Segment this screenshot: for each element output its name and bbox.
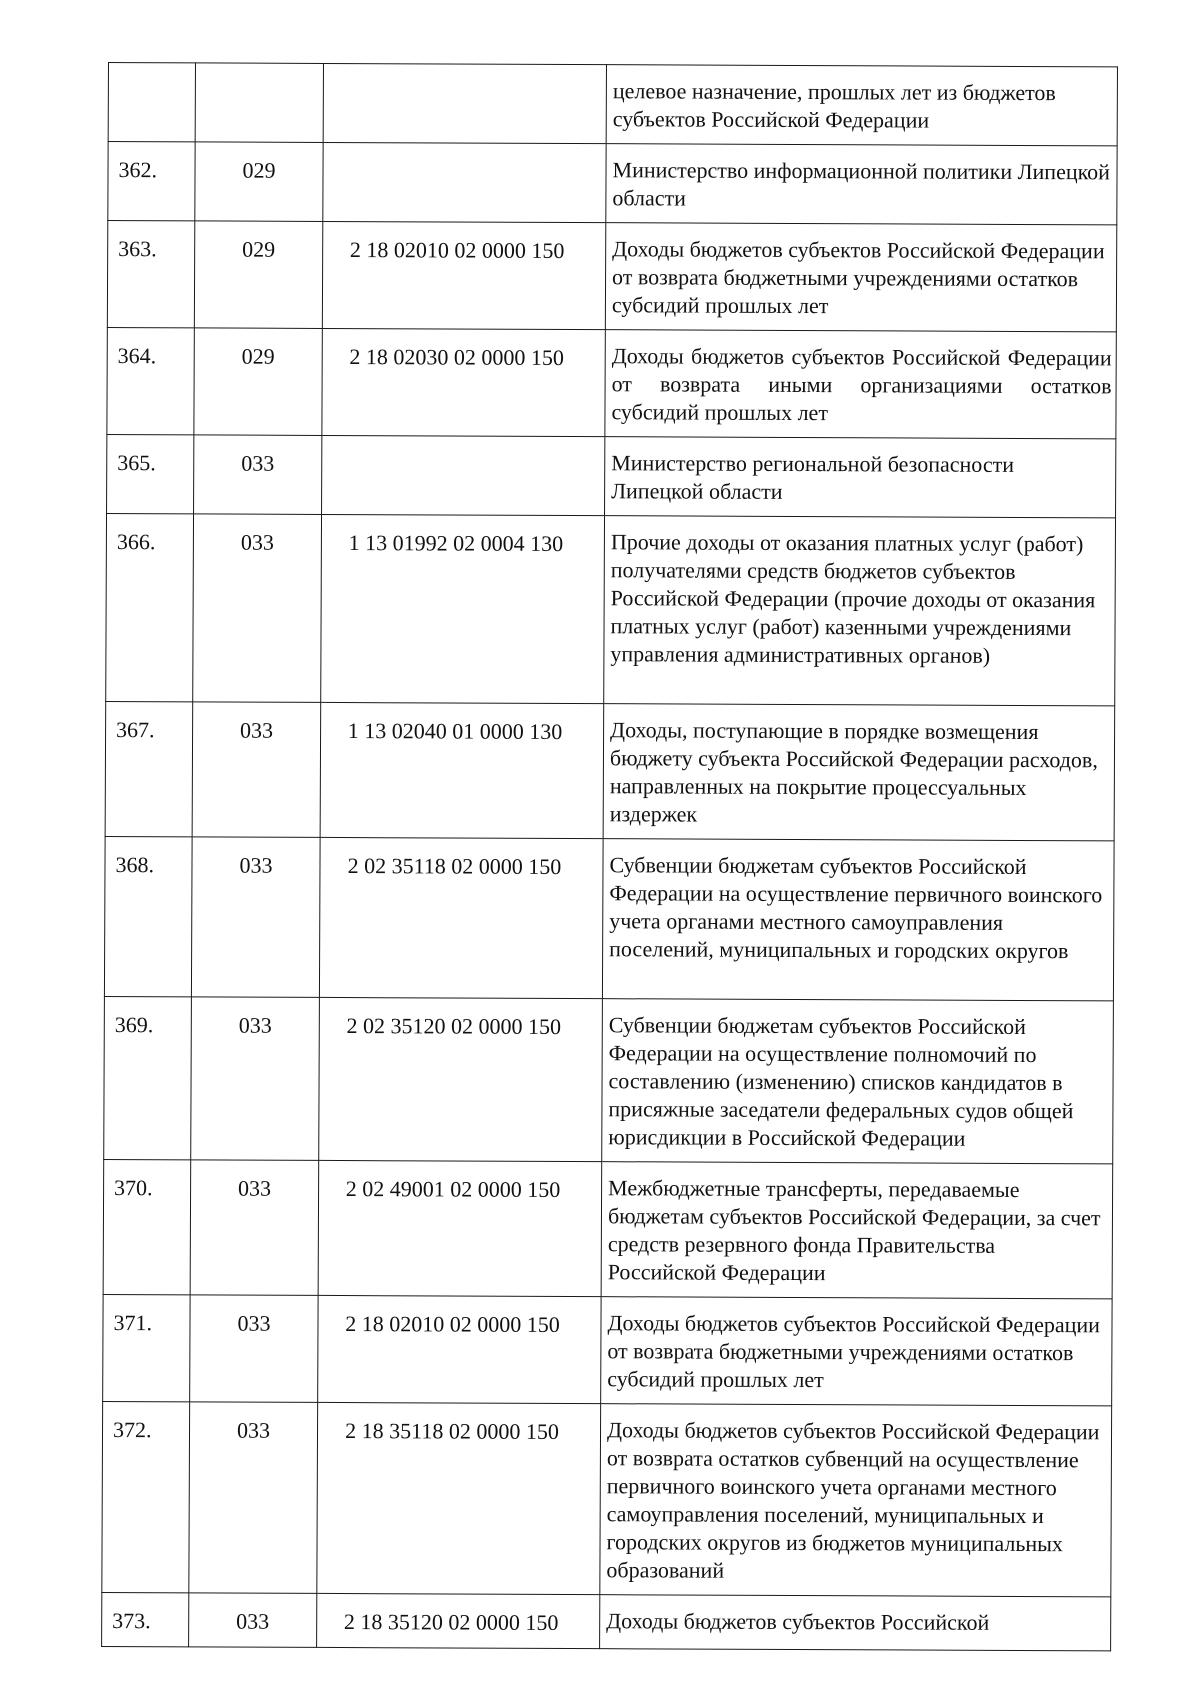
revenue-name: Доходы, поступающие в порядке возмещения бюджету субъекта Российской Федерации расходов, направленных на покрытие процессуальных издержек (609, 717, 1098, 827)
admin-code: 033 (241, 450, 275, 476)
row-number: 364. (117, 343, 157, 369)
table-row (102, 1401, 1112, 1596)
budget-classification-code-cell (318, 1160, 602, 1296)
table-body (102, 63, 1118, 1651)
row-number-cell (107, 434, 194, 513)
admin-code-cell (190, 1160, 319, 1296)
admin-code: 033 (236, 1417, 271, 1443)
admin-code: 033 (240, 529, 274, 555)
admin-code-cell (194, 328, 322, 436)
revenue-name-cell (606, 65, 1117, 146)
revenue-name-cell (605, 223, 1116, 332)
table-row (104, 996, 1114, 1163)
revenue-name-cell (604, 516, 1116, 706)
revenue-name: Прочие доходы от оказания платных услуг (работ) получателями средств бюджетов субъектов Российской Федерации (прочие доходы от оказания платных услуг (работ) казенными учреждениями управления административных органов) (610, 529, 1096, 668)
table-row (107, 327, 1116, 438)
row-number: 366. (116, 529, 156, 555)
revenue-name-cell (606, 144, 1117, 225)
budget-classification-code: 2 18 02010 02 0000 150 (345, 1311, 560, 1337)
budget-revenue-table (101, 62, 1118, 1651)
budget-classification-code: 2 18 02030 02 0000 150 (349, 344, 565, 370)
row-number: 363. (118, 236, 157, 262)
row-number-cell (107, 327, 194, 434)
table-row (102, 1592, 1111, 1650)
budget-classification-code-cell (320, 702, 604, 838)
budget-classification-code: 2 02 35120 02 0000 150 (346, 1013, 562, 1039)
admin-code (196, 63, 323, 78)
budget-classification-code: 2 18 35120 02 0000 150 (343, 1609, 559, 1635)
row-number-cell (104, 996, 192, 1159)
revenue-name: целевое назначение, прошлых лет из бюджетов субъектов Российской Федерации (612, 78, 1056, 133)
budget-classification-code-cell (317, 1402, 601, 1594)
row-number: 372. (112, 1417, 152, 1443)
revenue-name-cell (602, 839, 1114, 1001)
budget-classification-code-cell (323, 142, 606, 222)
revenue-name: Доходы бюджетов субъектов Российской Федерации от возврата бюджетными учреждениями остатков субсидий прошлых лет (607, 1310, 1101, 1393)
row-number-cell (103, 1159, 191, 1294)
revenue-name: Доходы бюджетов субъектов Российской Федерации от возврата иными организациями остатков субсидий прошлых лет (611, 343, 1112, 426)
admin-code: 029 (242, 236, 276, 262)
revenue-name-cell (600, 1595, 1111, 1651)
budget-classification-code-cell (317, 1593, 600, 1648)
row-number-cell (108, 142, 195, 221)
row-number-cell (105, 701, 193, 836)
row-number-cell (106, 513, 194, 701)
revenue-name: Министерство информационной политики Липецкой области (612, 157, 1111, 211)
revenue-name: Министерство региональной безопасности Липецкой области (611, 450, 1015, 504)
table-row (104, 836, 1114, 1000)
budget-classification-code-cell (321, 514, 605, 703)
admin-code-cell (189, 1402, 318, 1594)
revenue-name: Субвенции бюджетам субъектов Российской Федерации на осуществление первичного воинского учета органами местного самоуправления поселений, муниципальных и городских округов (609, 852, 1103, 964)
row-number: 365. (117, 450, 156, 476)
budget-classification-code (324, 143, 606, 158)
revenue-name-cell (601, 1297, 1112, 1406)
admin-code-cell (191, 997, 320, 1161)
budget-classification-code: 1 13 01992 02 0004 130 (348, 530, 564, 556)
admin-code-cell (190, 1295, 318, 1403)
row-number-cell (108, 63, 195, 142)
row-number-cell (104, 836, 192, 996)
revenue-name: Доходы бюджетов субъектов Российской Федерации от возврата бюджетными учреждениями остатков субсидий прошлых лет (611, 236, 1105, 319)
admin-code: 033 (236, 1608, 270, 1634)
row-number: 362. (118, 157, 158, 183)
row-number: 371. (113, 1310, 153, 1336)
admin-code: 029 (241, 343, 275, 369)
table-row (107, 221, 1116, 332)
budget-classification-code-cell (319, 837, 603, 998)
row-number-cell (103, 1294, 190, 1401)
row-number-cell (107, 221, 194, 328)
admin-code: 029 (242, 157, 276, 183)
budget-classification-code-cell (322, 221, 605, 329)
admin-code-cell (195, 142, 323, 222)
table-row (103, 1294, 1112, 1405)
row-number (109, 63, 195, 77)
revenue-name: Субвенции бюджетам субъектов Российской Федерации на осуществление полномочий по составлению (изменению) списков кандидатов в присяжные заседатели федеральных судов общей юрисдикции в Российской Федерации (608, 1012, 1074, 1151)
table-row (106, 513, 1116, 705)
budget-classification-code: 2 02 49001 02 0000 150 (345, 1176, 561, 1202)
table-row (103, 1159, 1113, 1298)
admin-code: 033 (239, 852, 273, 878)
budget-classification-code-cell (319, 997, 603, 1161)
budget-classification-code-cell (318, 1295, 601, 1403)
budget-classification-code-cell (322, 328, 605, 436)
budget-classification-code-cell (322, 435, 605, 515)
admin-code-cell (195, 63, 323, 143)
admin-code-cell (193, 514, 322, 703)
admin-code-cell (192, 702, 321, 838)
revenue-name-cell (602, 999, 1114, 1164)
revenue-name: Доходы бюджетов субъектов Российской (606, 1608, 990, 1635)
row-number: 367. (116, 717, 155, 743)
admin-code: 033 (238, 1012, 272, 1038)
revenue-name-cell (601, 1162, 1113, 1299)
admin-code-cell (191, 837, 320, 998)
budget-classification-code: 1 13 02040 01 0000 130 (347, 718, 563, 744)
budget-classification-code: 2 18 02010 02 0000 150 (349, 237, 565, 263)
table-row (108, 142, 1117, 225)
admin-code-cell (189, 1593, 317, 1648)
table-row (108, 63, 1117, 146)
revenue-name: Межбюджетные трансферты, передаваемые бюджетам субъектов Российской Федерации, за счет средств резервного фонда Правительства Российской Федерации (607, 1175, 1101, 1286)
row-number-cell (102, 1592, 189, 1646)
admin-code: 033 (240, 717, 274, 743)
row-number: 373. (112, 1608, 151, 1634)
budget-classification-code (322, 436, 604, 451)
revenue-name-cell (600, 1404, 1112, 1597)
admin-code: 033 (237, 1310, 271, 1336)
revenue-name-cell (603, 704, 1115, 841)
admin-code: 033 (238, 1175, 272, 1201)
budget-classification-code-cell (323, 63, 606, 143)
revenue-name: Доходы бюджетов субъектов Российской Федерации от возврата остатков субвенций на осуществление первичного воинского учета органами местного самоуправления поселений, муниципальных и городских округов из бюджетов муниципальных образований (606, 1417, 1100, 1583)
row-number-cell (102, 1401, 190, 1592)
table-row (105, 701, 1115, 840)
admin-code-cell (194, 221, 322, 329)
row-number: 368. (115, 852, 155, 878)
revenue-name-cell (605, 437, 1116, 518)
row-number: 370. (114, 1175, 153, 1201)
table-row (107, 434, 1116, 517)
budget-classification-code (324, 64, 606, 79)
budget-classification-code: 2 18 35118 02 0000 150 (345, 1418, 559, 1444)
budget-classification-code: 2 02 35118 02 0000 150 (347, 853, 562, 879)
row-number: 369. (114, 1012, 154, 1038)
admin-code-cell (194, 435, 322, 515)
revenue-name-cell (605, 330, 1116, 439)
